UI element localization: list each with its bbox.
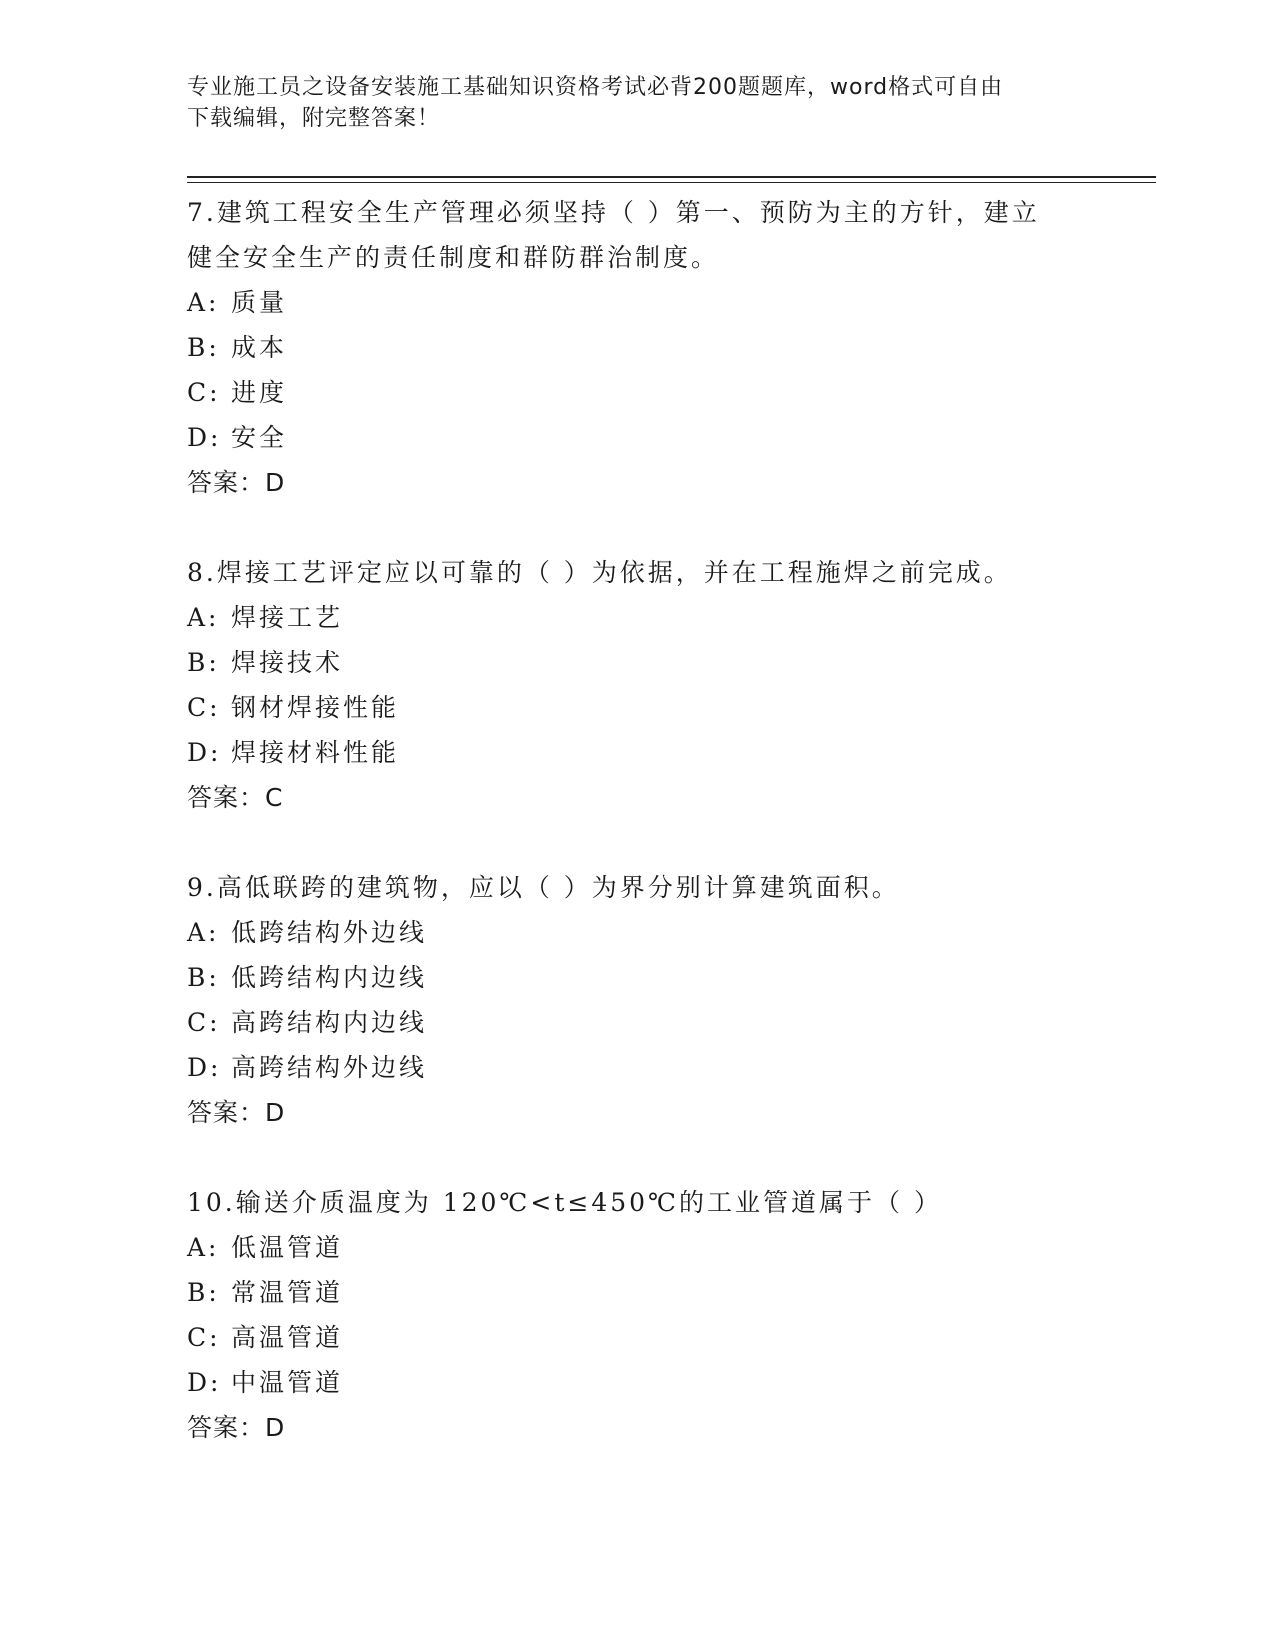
option-text: 低跨结构外边线 [231,918,428,947]
option-a [187,280,1087,325]
option-d [187,415,1087,460]
option-letter: B: [187,333,220,362]
option-text: 低温管道 [231,1233,344,1262]
question-10 [187,1180,1087,1450]
option-text: 质量 [231,288,288,317]
question-stem: 8.焊接工艺评定应以可靠的（ ）为依据，并在工程施焊之前完成。 [187,558,1012,587]
option-letter: B: [187,648,220,677]
header-line-1: 专业施工员之设备安装施工基础知识资格考试必背200题题库，word格式可自由 [187,75,1004,100]
answer: 答案：D [187,1413,286,1442]
question-stem-continued: 健全安全生产的责任制度和群防群治制度。 [187,243,720,272]
question-stem: 10.输送介质温度为 120℃<t≤450℃的工业管道属于（ ） [187,1188,942,1217]
option-d [187,730,1087,775]
option-a [187,1225,1087,1270]
option-letter: A: [187,1233,220,1262]
option-text: 成本 [231,333,288,362]
option-letter: D: [187,423,222,452]
option-text: 中温管道 [231,1368,344,1397]
option-b [187,640,1087,685]
option-letter: C: [187,1323,221,1352]
option-text: 焊接技术 [231,648,344,677]
header-divider-thick [187,176,1156,178]
option-letter: A: [187,603,220,632]
option-text: 焊接材料性能 [231,738,400,767]
option-letter: B: [187,1278,220,1307]
option-c [187,685,1087,730]
header-divider-thin [187,182,1156,183]
question-stem: 7.建筑工程安全生产管理必须坚持（ ）第一、预防为主的方针，建立 [187,198,1040,227]
option-text: 高跨结构外边线 [231,1053,428,1082]
option-letter: B: [187,963,220,992]
question-list [187,190,1087,1495]
answer: 答案：C [187,783,284,812]
option-letter: C: [187,693,221,722]
question-7 [187,190,1087,505]
option-c [187,1315,1087,1360]
option-letter: D: [187,1368,222,1397]
option-d [187,1045,1087,1090]
answer: 答案：D [187,468,286,497]
option-letter: C: [187,1008,221,1037]
document-header [187,72,1087,134]
option-letter: A: [187,918,220,947]
header-line-2: 下载编辑，附完整答案！ [187,106,441,131]
option-b [187,1270,1087,1315]
option-text: 焊接工艺 [231,603,344,632]
option-text: 高跨结构内边线 [231,1008,428,1037]
option-d [187,1360,1087,1405]
option-text: 高温管道 [231,1323,344,1352]
option-text: 进度 [231,378,288,407]
option-text: 钢材焊接性能 [231,693,400,722]
option-c [187,370,1087,415]
option-letter: D: [187,738,222,767]
option-b [187,325,1087,370]
question-9 [187,865,1087,1135]
option-letter: A: [187,288,220,317]
option-text: 低跨结构内边线 [231,963,428,992]
option-a [187,595,1087,640]
question-stem: 9.高低联跨的建筑物，应以（ ）为界分别计算建筑面积。 [187,873,900,902]
option-letter: C: [187,378,221,407]
option-b [187,955,1087,1000]
option-c [187,1000,1087,1045]
option-a [187,910,1087,955]
option-letter: D: [187,1053,222,1082]
option-text: 常温管道 [231,1278,344,1307]
option-text: 安全 [231,423,288,452]
answer: 答案：D [187,1098,286,1127]
question-8 [187,550,1087,820]
